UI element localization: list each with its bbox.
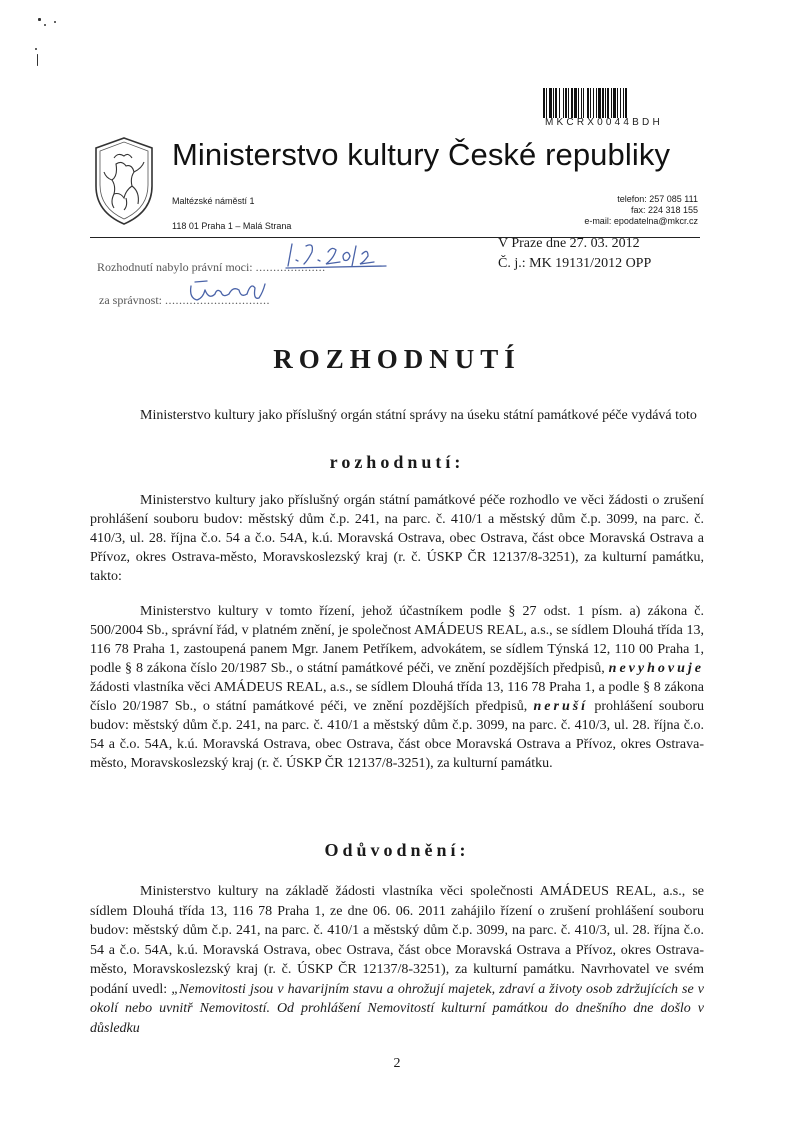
barcode-code: MKCRX0044BDH — [545, 117, 663, 128]
section-heading-decision: rozhodnutí: — [329, 452, 465, 472]
handwritten-signature — [185, 278, 270, 306]
contact-block — [584, 194, 698, 227]
intro-paragraph: Ministerstvo kultury jako příslušný orgán státní správy na úseku státní památkové péče vydává toto — [140, 408, 697, 423]
document-title: ROZHODNUTÍ — [273, 344, 521, 374]
verdict-text-2: žádosti vlastníka věci AMÁDEUS REAL, a.s., se sídlem Dlouhá třída 13, 116 78 Praha 1, a podle § 8 zákona číslo 20/1987 Sb., o státní památkové péči, ve znění pozdějších předpisů, — [90, 680, 704, 714]
verdict-paragraph — [90, 602, 704, 773]
verdict-not-revoked: neruší — [533, 699, 589, 714]
handwritten-date-signature — [282, 240, 392, 270]
scan-speck — [35, 48, 37, 50]
justification-paragraph — [90, 882, 704, 1038]
reference-number: Č. j.: MK 19131/2012 OPP — [498, 256, 652, 271]
section-heading-justification: Odůvodnění: — [324, 840, 470, 860]
verdict-not-granted: nevyhovuje — [608, 661, 704, 676]
legal-effect-label: Rozhodnutí nabylo právní moci: — [97, 260, 253, 274]
verdict-text-1: Ministerstvo kultury v tomto řízení, jehož účastníkem podle § 27 odst. 1 písm. a) zákona č. 500/2004 Sb., správní řád, v platném znění, je společnost AMÁDEUS REAL, a.s., se sídlem Dlouhá třída 13, 116 78 Praha 1, zastoupená panem Mgr. Janem Petříkem, advokátem, se sídlem Týnská 12, 110 00 Praha 1, podle § 8 zákona číslo 20/1987 Sb., o státní památkové péči, ve znění pozdějších předpisů, — [90, 604, 704, 676]
barcode-bar — [627, 88, 628, 118]
page-number: 2 — [393, 1056, 401, 1071]
legal-effect-dots: .................... — [255, 260, 326, 274]
scan-speck — [54, 21, 56, 23]
verdict-text-3: prohlášení souboru budov: městský dům č.p. 241, na parc. č. 410/1 a městský dům č.p. 3099, na parc. č. 410/3, ul. 28. října č.o. 54 a č.o. 54A, k.ú. Moravská Ostrava, obec Ostrava, část obce Moravská Ostrava a Přívoz, okres Ostrava-město, Moravskoslezský kraj (r. č. ÚSKP ČR 12137/8-3251), za kulturní památku. — [90, 699, 704, 771]
fax: fax: 224 318 155 — [630, 205, 698, 215]
scan-speck — [37, 54, 38, 66]
barcode-bars — [543, 88, 695, 118]
justification-quote: „Nemovitosti jsou v havarijním stavu a ohrožují majetek, zdraví a životy osob zdržujících se v okolí nebo uvnitř Nemovitostí. Od prohlášení Nemovitostí kulturní památkou do dnešního dne došlo v důsledku — [90, 981, 704, 1036]
address-street: Maltézské náměstí 1 — [172, 196, 255, 206]
decision-paragraph: Ministerstvo kultury jako příslušný orgán státní památkové péče rozhodlo ve věci žádosti o zrušení prohlášení souboru budov: městský dům č.p. 241, na parc. č. 410/1 a městský dům č.p. 3099, na parc. č. 410/3, ul. 28. října č.o. 54 a č.o. 54A, k.ú. Moravská Ostrava, obec Ostrava, část obce Moravská Ostrava a Přívoz, okres Ostrava-město, Moravskoslezský kraj (r. č. ÚSKP ČR 12137/8-3251), za kulturní památku, takto: — [90, 493, 704, 584]
coat-of-arms-icon — [92, 134, 156, 226]
correctness-label: za správnost: — [99, 293, 162, 307]
address-city: 118 01 Praha 1 – Malá Strana — [172, 221, 292, 231]
email: e-mail: epodatelna@mkcr.cz — [584, 216, 698, 226]
correctness-dots: .............................. — [164, 293, 270, 307]
document-date: V Praze dne 27. 03. 2012 — [498, 236, 640, 251]
scan-speck — [38, 18, 41, 21]
phone: telefon: 257 085 111 — [617, 194, 698, 204]
ministry-name: Ministerstvo kultury České republiky — [172, 137, 671, 172]
scan-speck — [44, 24, 46, 26]
justification-text: Ministerstvo kultury na základě žádosti vlastníka věci společnosti AMÁDEUS REAL, a.s., se sídlem Dlouhá třída 13, 116 78 Praha 1, ze dne 06. 06. 2011 zahájilo řízení o zrušení prohlášení souboru budov: městský dům č.p. 241, na parc. č. 410/1 a městský dům č.p. 3099, na parc. č. 410/3, ul. 28. října č.o. 54 a č.o. 54A, k.ú. Moravská Ostrava, obec Ostrava, část obce Moravská Ostrava a Přívoz, okres Ostrava-město, Moravskoslezský kraj (r. č. ÚSKP ČR 12137/8-3251), za kulturní památku. Navrhovatel ve svém podání uvedl: — [90, 884, 704, 997]
